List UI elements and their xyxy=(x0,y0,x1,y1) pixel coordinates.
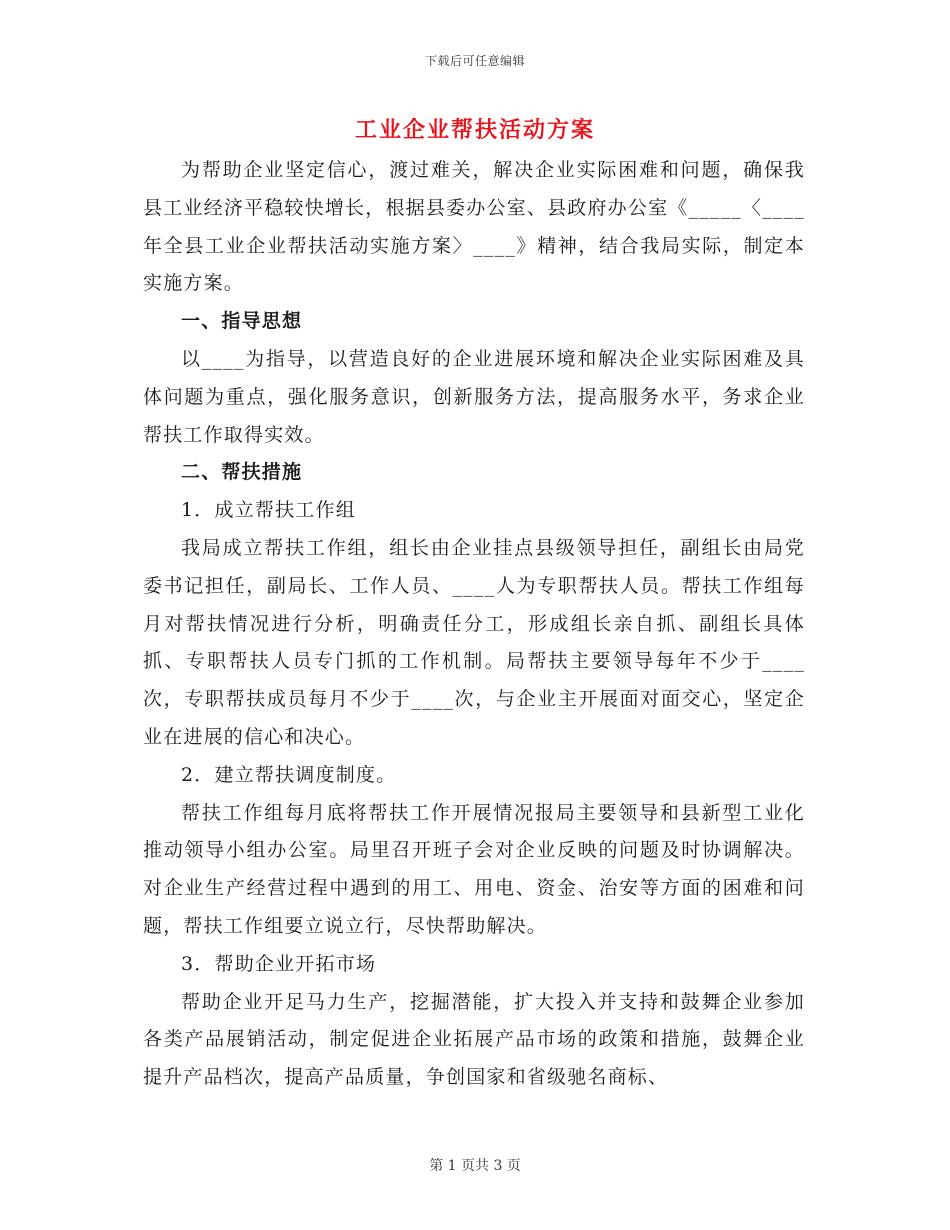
page-header-note: 下载后可任意编辑 xyxy=(424,54,525,68)
page-number-footer: 第 1 页共 3 页 xyxy=(429,1158,521,1174)
guiding-ideology-paragraph: 以____为指导，以营造良好的企业进展环境和解决企业实际困难及具体问题为重点，强化服务意识，创新服务方法，提高服务水平，务求企业帮扶工作取得实效。 xyxy=(143,347,805,446)
subheading-market-expansion: 3．帮助企业开拓市场 xyxy=(181,952,377,975)
working-group-paragraph: 我局成立帮扶工作组，组长由企业挂点县级领导担任，副组长由局党委书记担任，副局长、工作人员、____人为专职帮扶人员。帮扶工作组每月对帮扶情况进行分析，明确责任分工，形成组长亲自抓、副组长具体抓、专职帮扶人员专门抓的工作机制。局帮扶主要领导每年不少于____次，专职帮扶成员每月不少于____次，与企业主开展面对面交心，坚定企业在进展的信心和决心。 xyxy=(143,536,805,748)
document-title: 工业企业帮扶活动方案 xyxy=(354,117,595,143)
scheduling-system-paragraph: 帮扶工作组每月底将帮扶工作开展情况报局主要领导和县新型工业化推动领导小组办公室。局里召开班子会对企业反映的问题及时协调解决。对企业生产经营过程中遇到的用工、用电、资金、治安等方面的困难和问题，帮扶工作组要立说立行，尽快帮助解决。 xyxy=(143,801,805,937)
document-body xyxy=(143,152,805,1097)
subheading-working-group: 1．成立帮扶工作组 xyxy=(181,499,356,522)
intro-paragraph: 为帮助企业坚定信心，渡过难关，解决企业实际困难和问题，确保我县工业经济平稳较快增长，根据县委办公室、县政府办公室《_____〈____年全县工业企业帮扶活动实施方案〉____》精神，结合我局实际，制定本实施方案。 xyxy=(143,159,805,295)
market-expansion-paragraph: 帮助企业开足马力生产，挖掘潜能，扩大投入并支持和鼓舞企业参加各类产品展销活动，制定促进企业拓展产品市场的政策和措施，鼓舞企业提升产品档次，提高产品质量，争创国家和省级驰名商标、 xyxy=(143,990,805,1089)
subheading-scheduling-system: 2．建立帮扶调度制度。 xyxy=(181,763,397,786)
section-heading-measures: 二、帮扶措施 xyxy=(181,461,303,484)
section-heading-guiding-ideology: 一、指导思想 xyxy=(181,310,303,333)
